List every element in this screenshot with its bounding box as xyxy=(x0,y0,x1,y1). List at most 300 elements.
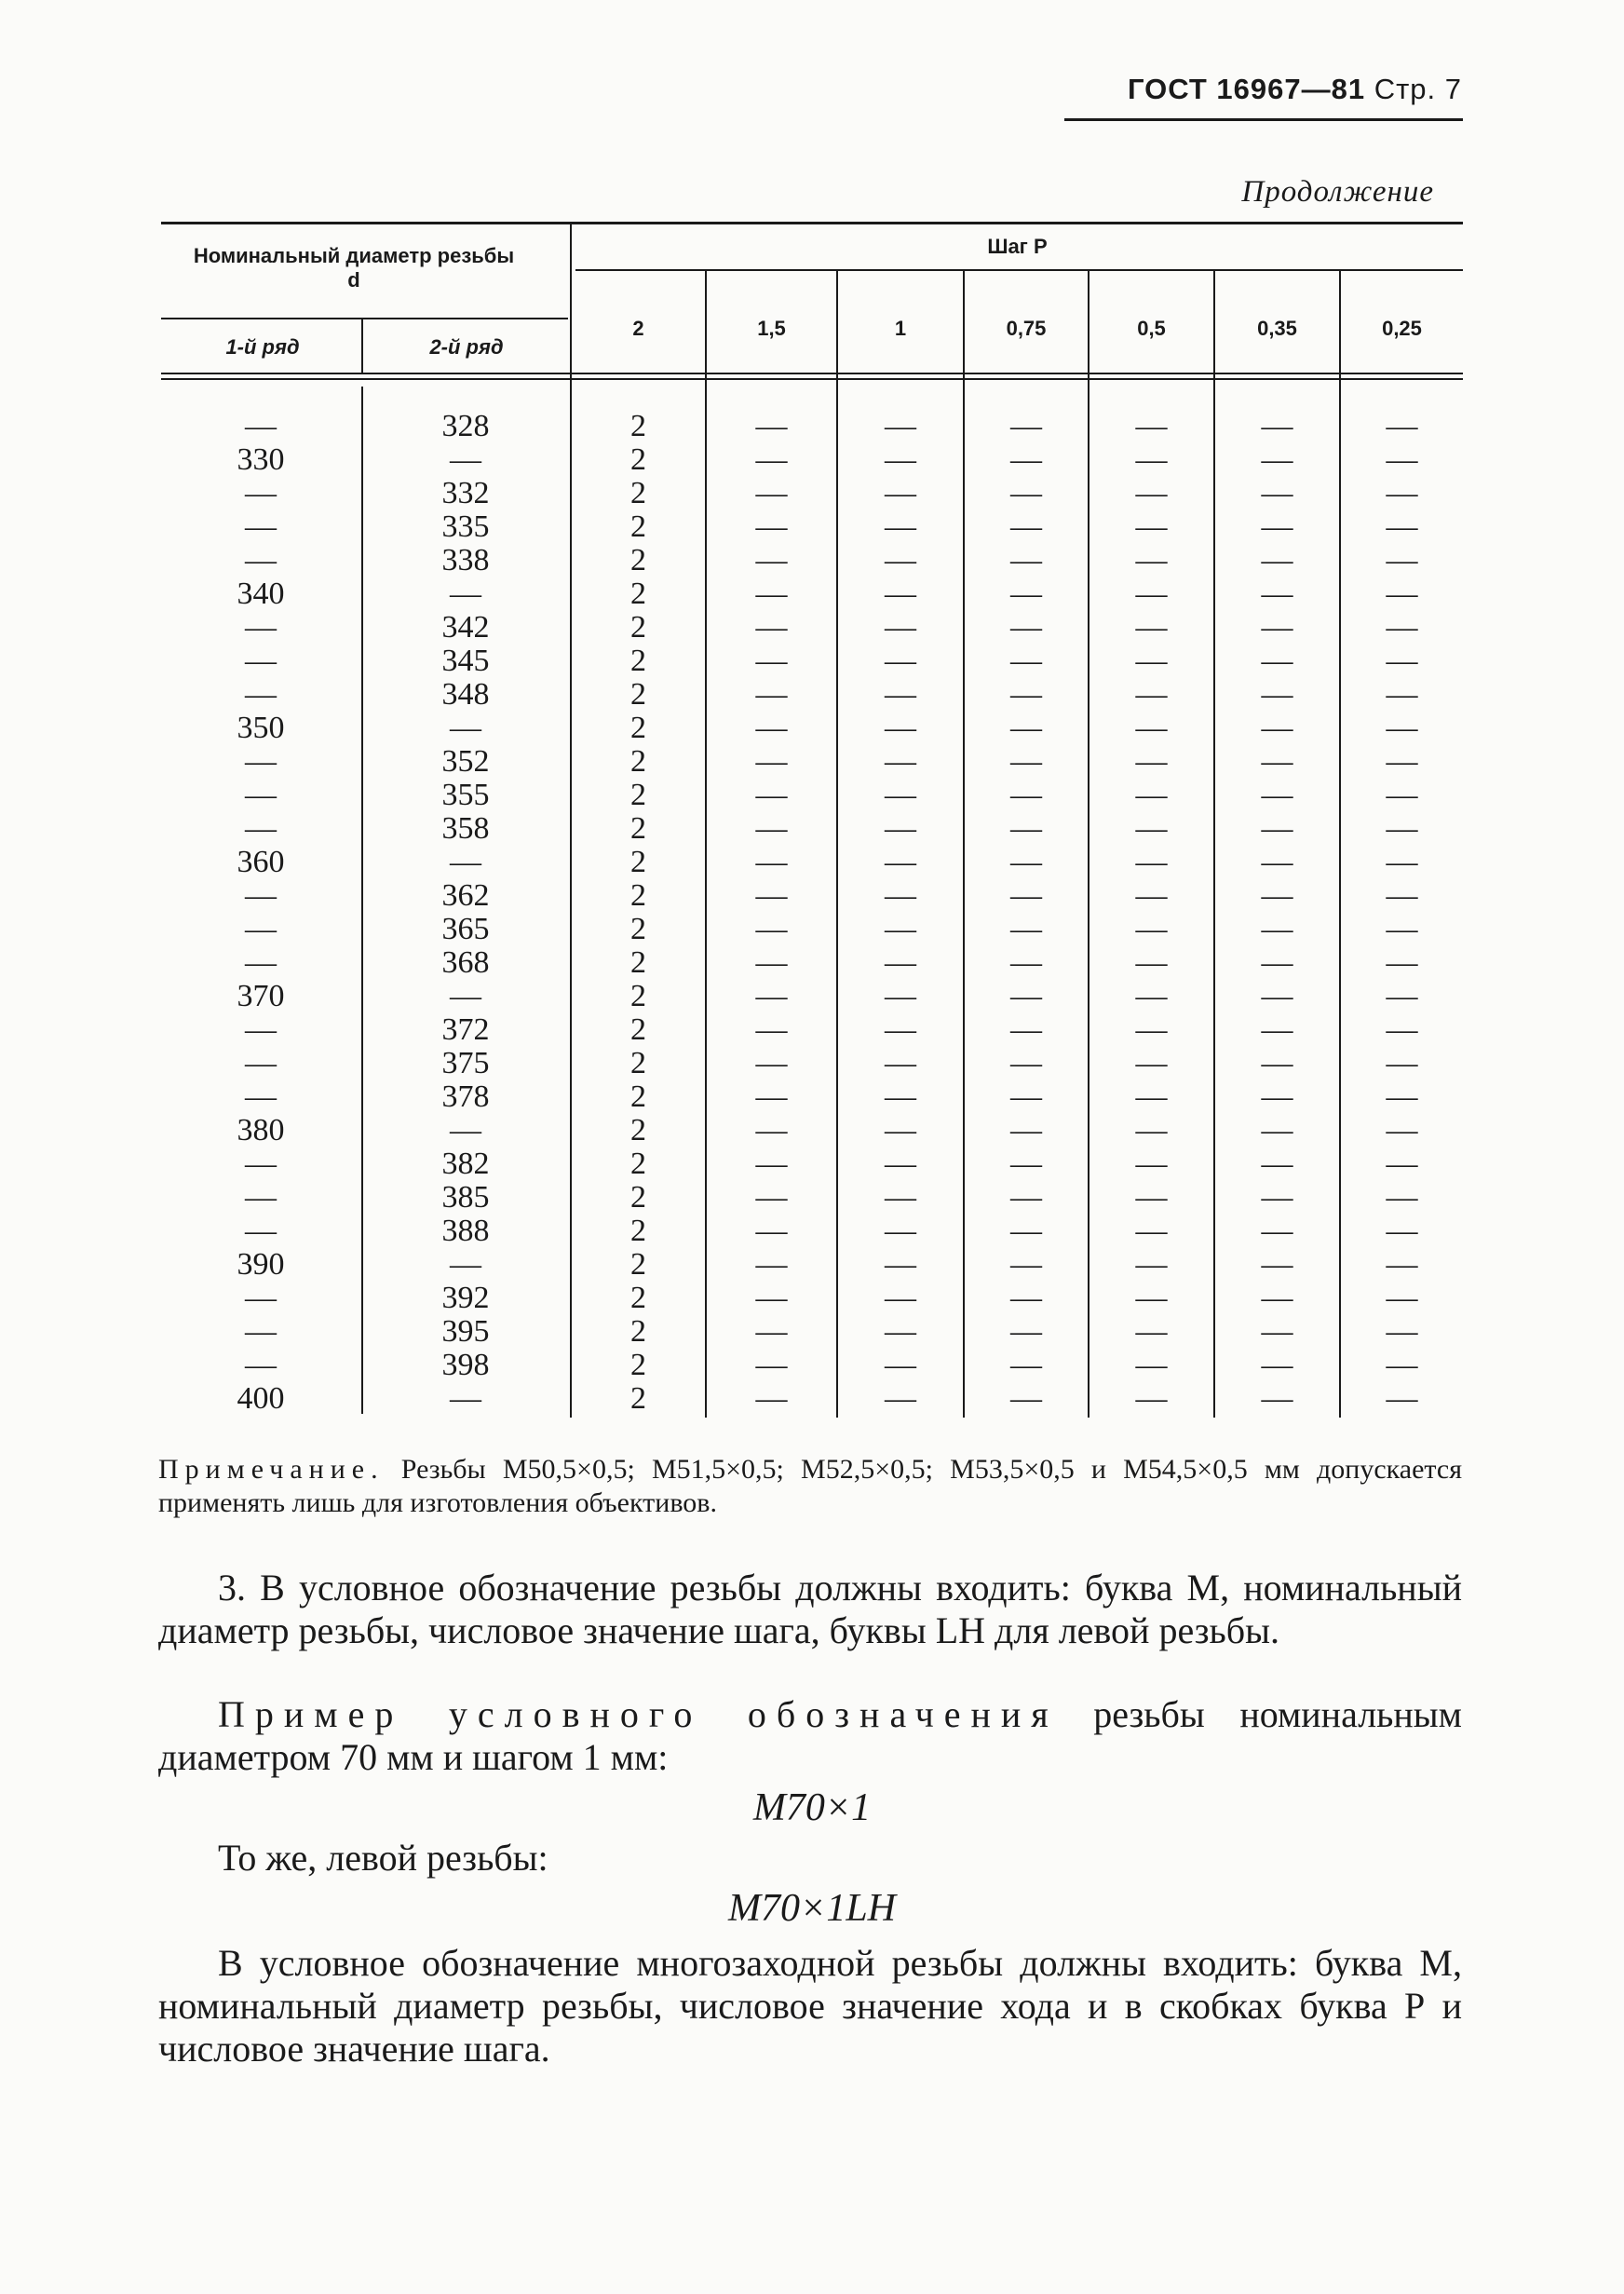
pitch-0-75-cell: — xyxy=(1010,442,1042,477)
series1-cell: — xyxy=(245,811,277,846)
pitch-0-75-cell: — xyxy=(1010,912,1042,946)
pitch-1-5-cell: — xyxy=(755,442,788,477)
series2-cell: 338 xyxy=(441,543,490,577)
pitch-2-cell: 2 xyxy=(630,1381,646,1416)
pitch-0-5-cell: — xyxy=(1135,442,1168,477)
series2-cell: 385 xyxy=(441,1180,490,1215)
pitch-header-label: Шаг P xyxy=(987,235,1048,258)
pitch-1-cell: — xyxy=(885,878,916,913)
pitch-0-75-cell: — xyxy=(1010,509,1042,544)
pitch-0-5-cell: — xyxy=(1135,1079,1168,1114)
series2-header: 2-й ряд xyxy=(429,335,504,359)
pitch-0-5-cell: — xyxy=(1135,1348,1168,1382)
pitch-0-5-cell: — xyxy=(1135,1012,1168,1047)
pitch-1-cell: — xyxy=(885,1247,916,1282)
clause-3: 3. В условное обозначение резьбы должны входить: буква М, номинальный диаметр резьбы, числовое значение шага, буквы LH для левой резьбы. xyxy=(158,1567,1462,1651)
pitch-0-5-cell: — xyxy=(1135,912,1168,946)
pitch-0-35-cell: — xyxy=(1261,644,1293,678)
pitch-0-35-cell: — xyxy=(1261,1079,1293,1114)
pitch-0-35-cell: — xyxy=(1261,1381,1293,1416)
pitch-2-cell: 2 xyxy=(630,1348,646,1382)
pitch-0-35-cell: — xyxy=(1261,845,1293,879)
pitch-0-35-cell: — xyxy=(1261,1247,1293,1282)
pitch-0-5-cell: — xyxy=(1135,711,1168,745)
pitch-1-cell: — xyxy=(885,1079,916,1114)
pitch-2-cell: 2 xyxy=(630,1314,646,1349)
pitch-1-5-cell: — xyxy=(755,610,788,645)
pitch-0-35-cell: — xyxy=(1261,1214,1293,1248)
pitch-0-5-cell: — xyxy=(1135,1381,1168,1416)
pitch-0-5-cell: — xyxy=(1135,409,1168,443)
continuation-label: Продолжение xyxy=(1241,175,1434,209)
series2-cell: 398 xyxy=(441,1348,490,1382)
pitch-0-25-cell: — xyxy=(1386,1348,1418,1382)
pitch-0-75-cell: — xyxy=(1010,1281,1042,1315)
pitch-1-5-cell: — xyxy=(755,644,788,678)
series1-cell: — xyxy=(245,1214,277,1248)
pitch-0-75-cell: — xyxy=(1010,811,1042,846)
pitch-0-25-cell: — xyxy=(1386,1046,1418,1080)
pitch-0-35-cell: — xyxy=(1261,912,1293,946)
pitch-2-cell: 2 xyxy=(630,979,646,1013)
pitch-0-35-column xyxy=(1215,410,1339,1416)
pitch-0-75-cell: — xyxy=(1010,1214,1042,1248)
series2-cell: — xyxy=(450,577,481,611)
series1-cell: — xyxy=(245,945,277,980)
vline-diameter-split xyxy=(361,319,363,373)
pitch-0-25-cell: — xyxy=(1386,1214,1418,1248)
pitch-0-5-cell: — xyxy=(1135,1214,1168,1248)
pitch-2-cell: 2 xyxy=(630,711,646,745)
series1-cell: 340 xyxy=(237,577,285,611)
pitch-1-5-cell: — xyxy=(755,912,788,946)
series2-cell: 375 xyxy=(441,1046,490,1080)
pitch-0-25-cell: — xyxy=(1386,878,1418,913)
pitch-0-25-cell: — xyxy=(1386,845,1418,879)
pitch-0-25-cell: — xyxy=(1386,1113,1418,1147)
series1-cell: — xyxy=(245,744,277,779)
pitch-2-cell: 2 xyxy=(630,1012,646,1047)
example-lead: Пример условного обозначения xyxy=(218,1693,1059,1735)
pitch-2-cell: 2 xyxy=(630,610,646,645)
pitch-header-rule xyxy=(575,269,1463,271)
pitch-1-5-cell: — xyxy=(755,1348,788,1382)
pitch-1-cell: — xyxy=(885,1113,916,1147)
series2-cell: — xyxy=(450,1247,481,1282)
left-thread-label: То же, левой резьбы: xyxy=(218,1837,548,1879)
series1-cell: 350 xyxy=(237,711,285,745)
pitch-1-5-cell: — xyxy=(755,1180,788,1215)
series2-cell: 362 xyxy=(441,878,490,913)
vline-diameter-split-body xyxy=(361,387,363,1414)
pitch-0-35-cell: — xyxy=(1261,878,1293,913)
pitch-0-5-cell: — xyxy=(1135,577,1168,611)
series2-cell: 352 xyxy=(441,744,490,779)
series1-cell: — xyxy=(245,1281,277,1315)
series1-cell: — xyxy=(245,878,277,913)
pitch-0-75-cell: — xyxy=(1010,1046,1042,1080)
pitch-0-5-cell: — xyxy=(1135,1247,1168,1282)
pitch-0-35-cell: — xyxy=(1261,543,1293,577)
multistart-paragraph: В условное обозначение многозаходной резьбы должны входить: буква М, номинальный диаметр резьбы, числовое значение хода и в скобках буква Р и числовое значение шага. xyxy=(158,1942,1462,2070)
pitch-0-5-cell: — xyxy=(1135,543,1168,577)
formula-left-thread: M70×1LH xyxy=(727,1887,897,1930)
pitch-0-35-cell: — xyxy=(1261,442,1293,477)
pitch-1-cell: — xyxy=(885,1348,916,1382)
pitch-2-cell: 2 xyxy=(630,476,646,510)
pitch-0-75-cell: — xyxy=(1010,711,1042,745)
series1-cell: 400 xyxy=(237,1381,285,1416)
pitch-2-cell: 2 xyxy=(630,1281,646,1315)
pitch-1-5-cell: — xyxy=(755,711,788,745)
pitch-1-cell: — xyxy=(885,1147,916,1181)
pitch-col-1-5: 1,5 xyxy=(757,317,786,340)
pitch-2-cell: 2 xyxy=(630,543,646,577)
pitch-1-cell: — xyxy=(885,778,916,812)
pitch-0-25-cell: — xyxy=(1386,778,1418,812)
pitch-0-5-cell: — xyxy=(1135,1180,1168,1215)
series1-cell: — xyxy=(245,476,277,510)
table-note xyxy=(158,1453,1462,1520)
series2-cell: — xyxy=(450,845,481,879)
pitch-1-5-cell: — xyxy=(755,1012,788,1047)
pitch-0-75-cell: — xyxy=(1010,1314,1042,1349)
pitch-1-cell: — xyxy=(885,442,916,477)
series2-cell: 388 xyxy=(441,1214,490,1248)
pitch-0-5-cell: — xyxy=(1135,644,1168,678)
pitch-0-75-cell: — xyxy=(1010,543,1042,577)
pitch-1-5-cell: — xyxy=(755,476,788,510)
pitch-0-25-cell: — xyxy=(1386,1180,1418,1215)
pitch-2-cell: 2 xyxy=(630,644,646,678)
series2-cell: 335 xyxy=(441,509,490,544)
pitch-2-cell: 2 xyxy=(630,677,646,712)
pitch-0-5-cell: — xyxy=(1135,945,1168,980)
pitch-0-35-cell: — xyxy=(1261,1012,1293,1047)
series1-cell: — xyxy=(245,1180,277,1215)
series2-cell: — xyxy=(450,442,481,477)
pitch-1-5-cell: — xyxy=(755,744,788,779)
pitch-1-cell: — xyxy=(885,610,916,645)
pitch-1-5-cell: — xyxy=(755,811,788,846)
table-top-rule xyxy=(161,222,1463,224)
pitch-1-5-cell: — xyxy=(755,1079,788,1114)
pitch-1-5-cell: — xyxy=(755,577,788,611)
pitch-1-5-column xyxy=(707,410,836,1416)
series2-cell: 365 xyxy=(441,912,490,946)
series1-cell: 370 xyxy=(237,979,285,1013)
running-header xyxy=(931,73,1462,106)
series1-cell: — xyxy=(245,610,277,645)
pitch-1-5-cell: — xyxy=(755,1314,788,1349)
pitch-0-35-cell: — xyxy=(1261,945,1293,980)
series1-cell: 380 xyxy=(237,1113,285,1147)
series1-cell: — xyxy=(245,677,277,712)
series2-cell: — xyxy=(450,711,481,745)
pitch-1-cell: — xyxy=(885,1281,916,1315)
series1-cell: — xyxy=(245,1314,277,1349)
page-number: Стр. 7 xyxy=(1374,73,1462,105)
pitch-0-75-cell: — xyxy=(1010,979,1042,1013)
pitch-2-cell: 2 xyxy=(630,811,646,846)
pitch-1-5-cell: — xyxy=(755,878,788,913)
series2-cell: 382 xyxy=(441,1147,490,1181)
pitch-0-5-cell: — xyxy=(1135,610,1168,645)
pitch-1-column xyxy=(838,410,963,1416)
series2-cell: 355 xyxy=(441,778,490,812)
pitch-2-cell: 2 xyxy=(630,509,646,544)
pitch-0-75-cell: — xyxy=(1010,476,1042,510)
header-rule xyxy=(1064,118,1463,121)
header-bottom-rule-1 xyxy=(161,373,1463,374)
pitch-1-cell: — xyxy=(885,1381,916,1416)
series1-cell: 360 xyxy=(237,845,285,879)
pitch-col-0-75: 0,75 xyxy=(1006,317,1047,340)
series2-cell: 342 xyxy=(441,610,490,645)
pitch-1-cell: — xyxy=(885,577,916,611)
pitch-1-5-cell: — xyxy=(755,845,788,879)
pitch-0-5-cell: — xyxy=(1135,845,1168,879)
nominal-diameter-header: Номинальный диаметр резьбы d xyxy=(193,244,515,292)
pitch-0-35-cell: — xyxy=(1261,778,1293,812)
pitch-0-35-cell: — xyxy=(1261,1113,1293,1147)
pitch-0-25-cell: — xyxy=(1386,744,1418,779)
pitch-1-5-cell: — xyxy=(755,945,788,980)
note-label: Примечание. xyxy=(158,1454,385,1485)
series2-cell: 392 xyxy=(441,1281,490,1315)
pitch-0-35-cell: — xyxy=(1261,677,1293,712)
series1-cell: — xyxy=(245,778,277,812)
pitch-1-cell: — xyxy=(885,644,916,678)
pitch-1-5-cell: — xyxy=(755,543,788,577)
series1-header: 1-й ряд xyxy=(225,335,300,359)
pitch-0-25-cell: — xyxy=(1386,979,1418,1013)
pitch-0-25-cell: — xyxy=(1386,442,1418,477)
pitch-1-cell: — xyxy=(885,1180,916,1215)
pitch-col-2: 2 xyxy=(632,317,644,340)
series1-cell: — xyxy=(245,509,277,544)
series1-cell: — xyxy=(245,912,277,946)
pitch-0-5-cell: — xyxy=(1135,1281,1168,1315)
pitch-0-25-cell: — xyxy=(1386,677,1418,712)
pitch-1-cell: — xyxy=(885,811,916,846)
pitch-0-35-cell: — xyxy=(1261,610,1293,645)
pitch-0-75-cell: — xyxy=(1010,845,1042,879)
pitch-0-75-cell: — xyxy=(1010,610,1042,645)
pitch-1-cell: — xyxy=(885,677,916,712)
pitch-2-cell: 2 xyxy=(630,912,646,946)
series2-cell: 395 xyxy=(441,1314,490,1349)
pitch-0-75-cell: — xyxy=(1010,577,1042,611)
pitch-0-5-cell: — xyxy=(1135,677,1168,712)
pitch-1-cell: — xyxy=(885,543,916,577)
pitch-1-5-cell: — xyxy=(755,778,788,812)
pitch-0-25-cell: — xyxy=(1386,644,1418,678)
pitch-0-5-column xyxy=(1089,410,1213,1416)
pitch-0-5-cell: — xyxy=(1135,509,1168,544)
pitch-0-35-cell: — xyxy=(1261,409,1293,443)
series2-cell: — xyxy=(450,1381,481,1416)
doc-code: ГОСТ 16967—81 xyxy=(1127,73,1366,105)
pitch-0-25-cell: — xyxy=(1386,1147,1418,1181)
pitch-0-75-cell: — xyxy=(1010,409,1042,443)
pitch-0-5-cell: — xyxy=(1135,1113,1168,1147)
pitch-col-0-35: 0,35 xyxy=(1257,317,1297,340)
pitch-0-25-cell: — xyxy=(1386,610,1418,645)
pitch-2-cell: 2 xyxy=(630,1247,646,1282)
pitch-0-35-cell: — xyxy=(1261,509,1293,544)
pitch-0-25-cell: — xyxy=(1386,711,1418,745)
pitch-1-cell: — xyxy=(885,845,916,879)
pitch-0-25-cell: — xyxy=(1386,1012,1418,1047)
pitch-0-35-cell: — xyxy=(1261,811,1293,846)
series1-cell: — xyxy=(245,644,277,678)
pitch-1-cell: — xyxy=(885,1012,916,1047)
pitch-1-cell: — xyxy=(885,711,916,745)
series2-cell: 348 xyxy=(441,677,490,712)
series1-column xyxy=(177,410,345,1416)
pitch-0-75-cell: — xyxy=(1010,778,1042,812)
pitch-1-5-cell: — xyxy=(755,1147,788,1181)
pitch-1-5-cell: — xyxy=(755,1046,788,1080)
pitch-0-75-cell: — xyxy=(1010,644,1042,678)
pitch-0-25-cell: — xyxy=(1386,945,1418,980)
pitch-col-0-25: 0,25 xyxy=(1382,317,1422,340)
series1-cell: — xyxy=(245,1348,277,1382)
pitch-0-5-cell: — xyxy=(1135,811,1168,846)
example-paragraph xyxy=(158,1693,1462,1779)
series2-cell: 345 xyxy=(441,644,490,678)
pitch-1-5-cell: — xyxy=(755,1281,788,1315)
pitch-0-35-cell: — xyxy=(1261,979,1293,1013)
pitch-0-35-cell: — xyxy=(1261,1348,1293,1382)
pitch-0-25-cell: — xyxy=(1386,476,1418,510)
pitch-0-75-cell: — xyxy=(1010,1079,1042,1114)
pitch-col-1: 1 xyxy=(894,317,907,340)
pitch-0-5-cell: — xyxy=(1135,979,1168,1013)
pitch-0-35-cell: — xyxy=(1261,1046,1293,1080)
pitch-0-35-cell: — xyxy=(1261,711,1293,745)
pitch-2-cell: 2 xyxy=(630,778,646,812)
series2-cell: 358 xyxy=(441,811,490,846)
pitch-0-25-cell: — xyxy=(1386,912,1418,946)
series2-cell: 378 xyxy=(441,1079,490,1114)
pitch-1-cell: — xyxy=(885,744,916,779)
pitch-1-5-cell: — xyxy=(755,1381,788,1416)
pitch-1-5-cell: — xyxy=(755,979,788,1013)
pitch-0-35-cell: — xyxy=(1261,744,1293,779)
pitch-1-cell: — xyxy=(885,409,916,443)
series2-cell: 368 xyxy=(441,945,490,980)
pitch-0-75-cell: — xyxy=(1010,878,1042,913)
pitch-0-5-cell: — xyxy=(1135,744,1168,779)
pitch-2-cell: 2 xyxy=(630,1113,646,1147)
pitch-0-5-cell: — xyxy=(1135,1046,1168,1080)
pitch-0-35-cell: — xyxy=(1261,1314,1293,1349)
pitch-0-25-cell: — xyxy=(1386,509,1418,544)
series2-cell: 332 xyxy=(441,476,490,510)
pitch-2-cell: 2 xyxy=(630,945,646,980)
series2-column xyxy=(372,410,559,1416)
pitch-0-5-cell: — xyxy=(1135,778,1168,812)
formula-right-thread: M70×1 xyxy=(752,1786,872,1829)
pitch-1-cell: — xyxy=(885,979,916,1013)
pitch-1-5-cell: — xyxy=(755,409,788,443)
pitch-0-75-column xyxy=(965,410,1088,1416)
pitch-0-35-cell: — xyxy=(1261,1180,1293,1215)
pitch-0-75-cell: — xyxy=(1010,1147,1042,1181)
pitch-0-35-cell: — xyxy=(1261,1147,1293,1181)
pitch-0-5-cell: — xyxy=(1135,878,1168,913)
pitch-2-cell: 2 xyxy=(630,1180,646,1215)
pitch-1-cell: — xyxy=(885,476,916,510)
pitch-2-cell: 2 xyxy=(630,1079,646,1114)
pitch-1-5-cell: — xyxy=(755,1247,788,1282)
pitch-0-35-cell: — xyxy=(1261,577,1293,611)
pitch-2-cell: 2 xyxy=(630,878,646,913)
pitch-2-cell: 2 xyxy=(630,1214,646,1248)
pitch-0-25-cell: — xyxy=(1386,1079,1418,1114)
pitch-0-75-cell: — xyxy=(1010,744,1042,779)
note-text: Резьбы М50,5×0,5; М51,5×0,5; М52,5×0,5; М53,5×0,5 и М54,5×0,5 мм допускается применять лишь для изготовления объективов. xyxy=(158,1454,1462,1518)
pitch-0-35-cell: — xyxy=(1261,1281,1293,1315)
pitch-1-cell: — xyxy=(885,912,916,946)
pitch-0-35-cell: — xyxy=(1261,476,1293,510)
pitch-0-25-cell: — xyxy=(1386,1314,1418,1349)
example-rest: резьбы номинальным диаметром 70 мм и шагом 1 мм: xyxy=(158,1693,1462,1778)
pitch-1-5-cell: — xyxy=(755,509,788,544)
pitch-0-75-cell: — xyxy=(1010,1180,1042,1215)
series2-cell: 328 xyxy=(441,409,490,443)
pitch-1-cell: — xyxy=(885,509,916,544)
series1-cell: 330 xyxy=(237,442,285,477)
pitch-0-75-cell: — xyxy=(1010,1381,1042,1416)
pitch-0-25-cell: — xyxy=(1386,1281,1418,1315)
header-bottom-rule-2 xyxy=(161,378,1463,380)
pitch-2-cell: 2 xyxy=(630,442,646,477)
pitch-1-5-cell: — xyxy=(755,1214,788,1248)
pitch-2-cell: 2 xyxy=(630,1046,646,1080)
diameter-header-rule xyxy=(161,318,568,319)
pitch-0-5-cell: — xyxy=(1135,1314,1168,1349)
pitch-2-cell: 2 xyxy=(630,577,646,611)
pitch-0-75-cell: — xyxy=(1010,1012,1042,1047)
pitch-col-0-5: 0,5 xyxy=(1137,317,1166,340)
series2-cell: 372 xyxy=(441,1012,490,1047)
pitch-0-75-cell: — xyxy=(1010,677,1042,712)
pitch-0-25-cell: — xyxy=(1386,409,1418,443)
series1-cell: 390 xyxy=(237,1247,285,1282)
series1-cell: — xyxy=(245,1079,277,1114)
pitch-0-75-cell: — xyxy=(1010,1247,1042,1282)
pitch-0-5-cell: — xyxy=(1135,476,1168,510)
pitch-header xyxy=(572,235,1463,259)
pitch-2-cell: 2 xyxy=(630,744,646,779)
pitch-0-25-column xyxy=(1341,410,1463,1416)
series2-cell: — xyxy=(450,979,481,1013)
pitch-0-25-cell: — xyxy=(1386,1247,1418,1282)
pitch-0-25-cell: — xyxy=(1386,543,1418,577)
series1-cell: — xyxy=(245,409,277,443)
pitch-2-cell: 2 xyxy=(630,409,646,443)
pitch-0-25-cell: — xyxy=(1386,1381,1418,1416)
series1-cell: — xyxy=(245,1012,277,1047)
pitch-1-cell: — xyxy=(885,945,916,980)
series2-cell: — xyxy=(450,1113,481,1147)
series1-cell: — xyxy=(245,543,277,577)
series1-cell: — xyxy=(245,1046,277,1080)
series1-cell: — xyxy=(245,1147,277,1181)
